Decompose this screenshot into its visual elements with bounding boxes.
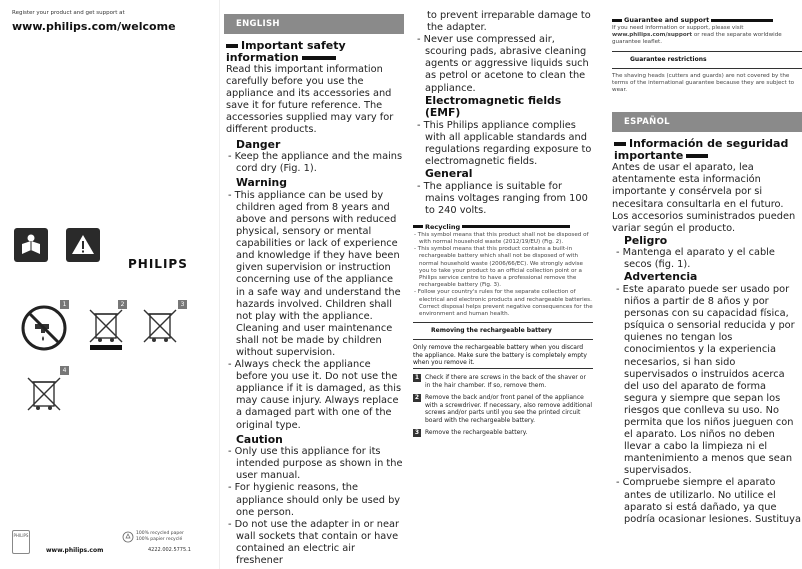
advertencia-heading: Advertencia: [624, 270, 698, 284]
step-text: Remove the back and/or front panel of the appliance with a screwdriver. If necessary, also remove additional screws and/or parts until you see the printed circuit board with the rechargeable battery.: [425, 394, 593, 424]
document-code: 4222.002.5775.1: [148, 547, 191, 553]
language-header: ENGLISH: [224, 14, 404, 34]
restrictions-paragraph: The shaving heads (cutters and guards) are not covered by the terms of the international guarantee because they are subject to wear.: [612, 72, 795, 94]
general-heading: General: [425, 167, 473, 181]
safety-heading: Important safety information: [226, 39, 346, 64]
step-number: 1: [414, 374, 420, 382]
brand-logo: PHILIPS: [128, 257, 188, 271]
weee-bin-icon-large: [18, 370, 70, 422]
safety-heading: Información de seguridad importante: [614, 137, 789, 163]
emf-heading: Electromagnetic fields (EMF): [425, 93, 562, 120]
recycled-line: 100% papier recyclé: [136, 537, 183, 542]
divider: [612, 68, 802, 69]
guarantee-heading: Guarantee and support: [612, 16, 802, 25]
restrictions-heading: Guarantee restrictions: [630, 55, 707, 63]
peligro-item: - Mantenga el aparato y el cable secos (fig. 1).: [616, 247, 775, 271]
recycling-item: - Follow your country's rules for the separate collection of electrical and electronic products and rechargeable batteries. Correct disposal helps prevent negative consequences for the environment and human health.: [414, 289, 593, 318]
continued-text: to prevent irreparable damage to the adapter.: [427, 10, 591, 34]
recycled-paper-text: [136, 531, 184, 543]
caution-item: - Do not use the adapter in or near wall sockets that contain or have contained an electric air freshener: [228, 518, 400, 566]
step-item: [413, 374, 593, 389]
cover-column: [0, 0, 220, 569]
advertencia-item: - Este aparato puede ser usado por niños a partir de 8 años y por personas con su capacidad física, psíquica o sensorial reducida y por quienes no tengan los conocimientos y la experiencia necesarios, si han sido supervisados o instruidos acerca del uso del aparato de forma segura y siempre que sepan los riesgos que conlleva su uso. No permita que los niños jueguen con el aparato. Los niños no deben llevar a cabo la limpieza ni el mantenimiento a menos que sean supervisados.: [616, 283, 795, 477]
fig-number: 2: [118, 300, 127, 309]
support-link[interactable]: www.philips.com/support: [612, 32, 693, 39]
step-text: Check if there are screws in the back of the shaver or in the hair chamber. If so, remove them.: [425, 374, 586, 389]
step-text: Remove the rechargeable battery.: [425, 428, 528, 436]
intro-paragraph: Antes de usar el aparato, lea atentamente esta información importante y consérvela por si necesitara consultarla en el futuro. Los accesorios suministrados pueden variar según el producto.: [612, 162, 796, 234]
english-column: [224, 0, 404, 569]
caution-item: - For hygienic reasons, the appliance should only be used by one person.: [228, 482, 401, 518]
fig-number: 1: [60, 300, 69, 309]
recycle-icon: [122, 531, 134, 543]
emf-item: - This Philips appliance complies with all applicable standards and regulations regarding exposure to electromagnetic fields.: [417, 119, 592, 167]
recycling-item: - This symbol means that this product shall not be disposed of with normal household waste (2012/19/EU) (Fig. 2).: [414, 231, 589, 246]
fig-number: 4: [60, 366, 69, 375]
read-manual-icon: [14, 228, 48, 262]
danger-heading: Danger: [236, 137, 281, 151]
weee-bin-icon: [80, 302, 132, 354]
advertencia-item: - Compruebe siempre el aparato antes de utilizarlo. No utilice el aparato si está dañado, ya que podría ocasionar lesiones. Sustituya: [616, 477, 801, 525]
fig-number: 3: [178, 300, 187, 309]
recycling-heading: Recycling: [413, 223, 593, 232]
spanish-column: [612, 0, 802, 569]
general-item: - The appliance is suitable for mains voltages ranging from 100 to 240 volts.: [417, 180, 588, 216]
footer-url[interactable]: www.philips.com: [46, 547, 104, 554]
compressed-air-item: - Never use compressed air, scouring pads, abrasive cleaning agents or aggressive liquids such as petrol or acetone to clean the appliance.: [417, 34, 589, 94]
intro-paragraph: Read this important information carefully before you use the appliance and its accessories and save it for future reference. The accessories supplied may vary for different products.: [226, 64, 394, 136]
battery-bin-icon: [134, 302, 186, 354]
divider: [413, 339, 593, 340]
warning-icon: [66, 228, 100, 262]
warning-heading: Warning: [236, 176, 287, 190]
step-number: 2: [414, 394, 420, 402]
register-text: Register your product and get support at: [12, 10, 125, 16]
guarantee-paragraph: If you need information or support, please visit www.philips.com/support or read the separate worldwide guarantee leaflet.: [612, 25, 782, 46]
step-item: [413, 429, 593, 437]
no-water-icon: [18, 302, 70, 354]
warning-item: - This appliance can be used by children aged from 8 years and above and persons with reduced physical, sensory or mental capabilities or lack of experience and knowledge if they have been given supervision or instruction concerning use of the appliance in a safe way and understand the hazards involved. Children shall not play with the appliance. Cleaning and user maintenance shall not be made by children without supervision.: [228, 189, 401, 358]
recycled-line: 100% recycled paper: [136, 531, 184, 536]
danger-item: - Keep the appliance and the mains cord dry (Fig. 1).: [228, 151, 403, 175]
peligro-heading: Peligro: [624, 233, 668, 247]
removing-battery-warning: Only remove the rechargeable battery when you discard the appliance. Make sure the battery is completely empty when you remove it.: [413, 344, 593, 369]
recycling-item: - This symbol means that this product contains a built-in rechargeable battery which shall not be disposed of with normal household waste (2006/66/EC). We strongly advise you to take your product to an official collection point or a Philips service centre to have a professional remove the rechargeable battery (Fig. 3).: [414, 246, 583, 289]
warning-item: - Always check the appliance before you use it. Do not use the appliance if it is damaged, as this may cause injury. Always replace a damaged part with one of the original type.: [228, 359, 402, 431]
language-header: ESPAÑOL: [612, 112, 802, 132]
caution-heading: Caution: [236, 432, 283, 446]
step-item: [413, 394, 593, 424]
register-url[interactable]: www.philips.com/welcome: [12, 20, 176, 33]
removing-battery-heading: Removing the rechargeable battery: [431, 327, 552, 335]
english-continued-column: [413, 0, 593, 569]
philips-shield-logo: PHILIPS: [12, 530, 30, 554]
divider: [612, 51, 802, 52]
divider: [413, 322, 593, 323]
step-number: 3: [414, 428, 420, 436]
caution-item: - Only use this appliance for its intended purpose as shown in the user manual.: [228, 446, 403, 482]
